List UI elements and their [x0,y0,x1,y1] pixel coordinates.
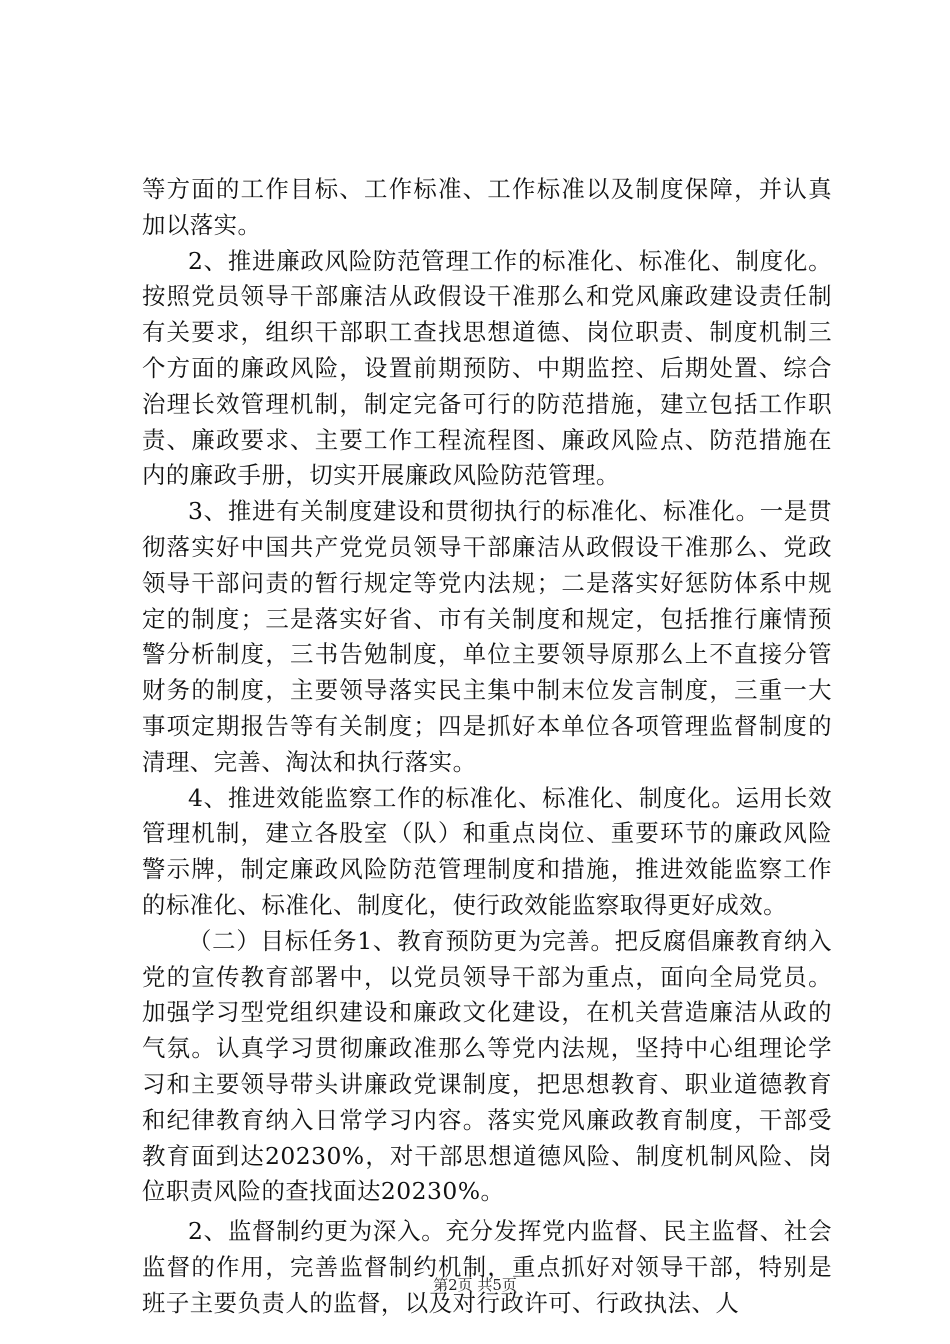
paragraph-continuation: 等方面的工作目标、工作标准、工作标准以及制度保障，并认真加以落实。 [142,175,832,239]
paragraph-goals-tasks: （二）目标任务1、教育预防更为完善。把反腐倡廉教育纳入党的宣传教育部署中，以党员领导干部为重点，面向全局党员。加强学习型党组织建设和廉政文化建设，在机关营造廉洁从政的气氛。认真学习贯彻廉政准那么等党内法规，坚持中心组理论学习和主要领导带头讲廉政党课制度，把思想教育、职业道德教育和纪律教育纳入日常学习内容。落实党风廉政教育制度，干部受教育面到达20230%，对干部思想道德风险、制度机制风险、岗位职责风险的查找面达20230%。 [142,926,832,1206]
paragraph-item-2: 2、推进廉政风险防范管理工作的标准化、标准化、制度化。按照党员领导干部廉洁从政假设干准那么和党风廉政建设责任制有关要求，组织干部职工查找思想道德、岗位职责、制度机制三个方面的廉政风险，设置前期预防、中期监控、后期处置、综合治理长效管理机制，制定完备可行的防范措施，建立包括工作职责、廉政要求、主要工作工程流程图、廉政风险点、防范措施在内的廉政手册，切实开展廉政风险防范管理。 [142,246,832,490]
document-body [142,172,832,1322]
paragraph-supervision: 2、监督制约更为深入。充分发挥党内监督、民主监督、社会监督的作用，完善监督制约机制，重点抓好对领导干部，特别是班子主要负责人的监督，以及对行政许可、行政执法、人 [142,1217,832,1317]
paragraph-item-4: 4、推进效能监察工作的标准化、标准化、制度化。运用长效管理机制，建立各股室（队）和重点岗位、重要环节的廉政风险警示牌，制定廉政风险防范管理制度和措施，推进效能监察工作的标准化、标准化、制度化，使行政效能监察取得更好成效。 [142,783,832,919]
paragraph-item-3: 3、推进有关制度建设和贯彻执行的标准化、标准化。一是贯彻落实好中国共产党党员领导干部廉洁从政假设干准那么、党政领导干部问责的暂行规定等党内法规；二是落实好惩防体系中规定的制度；三是落实好省、市有关制度和规定，包括推行廉情预警分析制度，三书告勉制度，单位主要领导原那么上不直接分管财务的制度，主要领导落实民主集中制末位发言制度，三重一大事项定期报告等有关制度；四是抓好本单位各项管理监督制度的清理、完善、淘汰和执行落实。 [142,497,832,776]
page-number-footer: 第2页 共5页 [433,1276,517,1294]
